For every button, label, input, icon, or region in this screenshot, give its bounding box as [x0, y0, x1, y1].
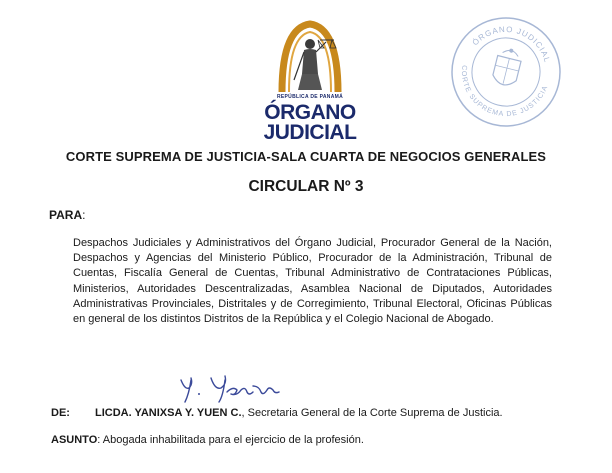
logo-organo-text: ÓRGANO	[264, 101, 356, 124]
seal-bottom-text: CORTE SUPREMA DE JUSTICIA	[459, 64, 550, 119]
asunto-row	[51, 434, 364, 446]
sender-name: LICDA. YANIXSA Y. YUEN C.	[95, 407, 242, 419]
logo-judicial-text: JUDICIAL	[263, 121, 357, 144]
para-label-text: PARA	[49, 208, 83, 222]
organo-judicial-logo	[262, 18, 358, 144]
logo-republica-text: REPÚBLICA DE PANAMÁ	[277, 94, 343, 100]
handwritten-signature	[175, 372, 285, 406]
para-colon: :	[82, 208, 86, 222]
justice-emblem-icon	[262, 18, 358, 98]
de-row	[51, 407, 503, 419]
sender-role: , Secretaria General de la Corte Suprema de Justicia.	[241, 407, 503, 419]
official-seal-stamp	[436, 2, 577, 143]
asunto-text: : Abogada inhabilitada para el ejercicio de la profesión.	[97, 434, 364, 446]
circular-title: CIRCULAR Nº 3	[248, 178, 364, 195]
court-heading: CORTE SUPREMA DE JUSTICIA-SALA CUARTA DE NEGOCIOS GENERALES	[65, 149, 547, 164]
para-label	[49, 208, 85, 222]
recipients-paragraph: Despachos Judiciales y Administrativos del Órgano Judicial, Procurador General de la Nación, Despachos y Agencias del Ministerio Público, Procurador de la Administración, Tribunal de Cuentas, Fiscalía General de Cuentas, Tribunal Administrativo de Contrataciones Públicas, Ministerios, Autoridades Descentralizadas, Asamblea Nacional de Diputados, Autoridades Administrativas Provinciales, Distritales y de Corregimiento, Tribunal Electoral, Oficinas Públicas en general de los distintos Distritos de la República y el Colegio Nacional de Abogado.	[73, 237, 552, 326]
asunto-label: ASUNTO	[51, 434, 98, 446]
seal-top-text: ÓRGANO JUDICIAL	[470, 24, 552, 64]
de-label: DE:	[51, 407, 70, 419]
